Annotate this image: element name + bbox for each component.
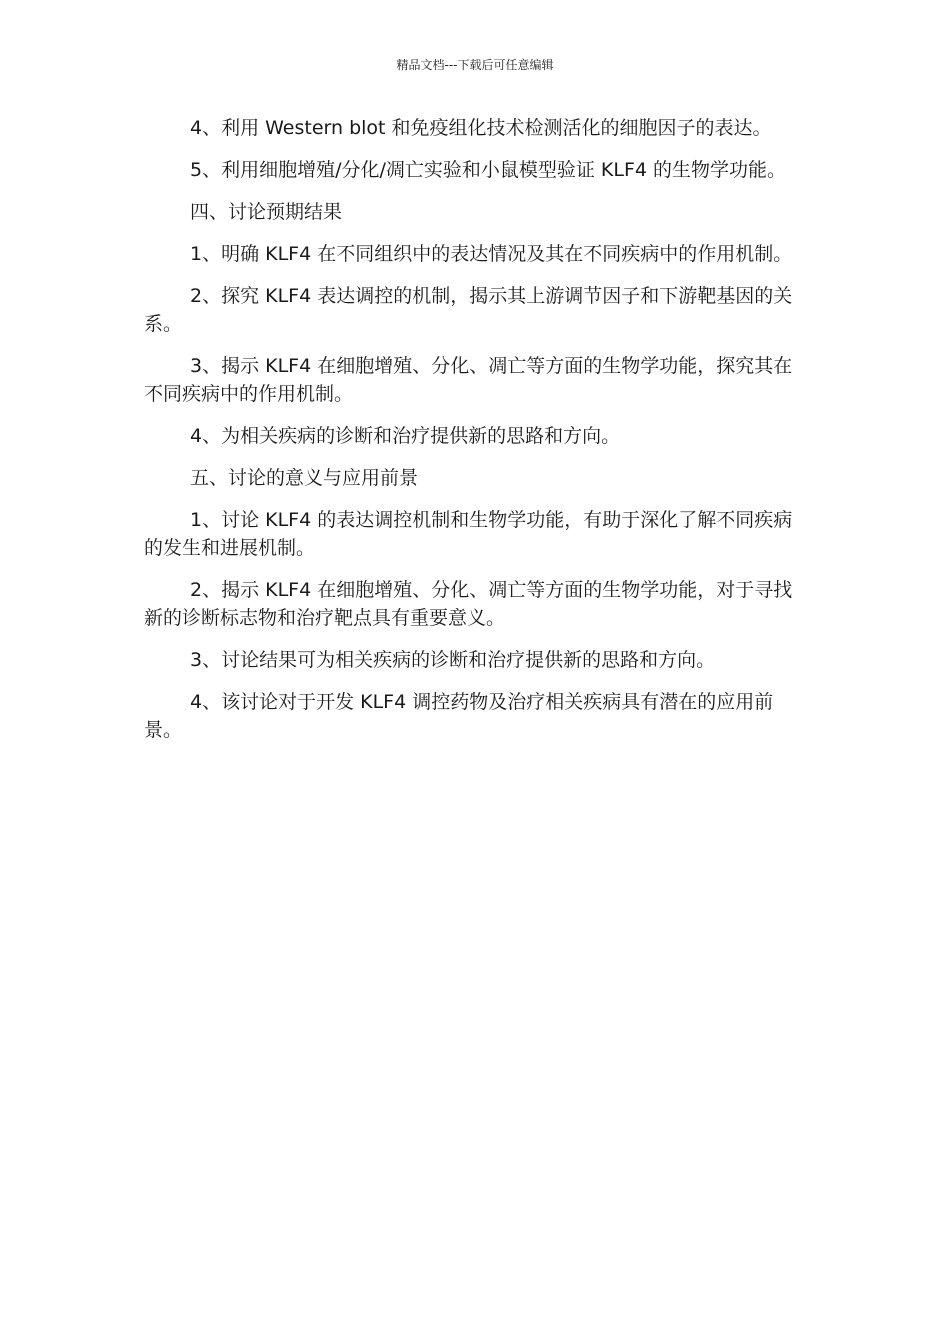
paragraph-significance-2: 2、揭示 KLF4 在细胞增殖、分化、凋亡等方面的生物学功能，对于寻找新的诊断标志物和治疗靶点具有重要意义。: [144, 579, 793, 629]
paragraph-result-2: 2、探究 KLF4 表达调控的机制，揭示其上游调节因子和下游靶基因的关系。: [144, 285, 793, 335]
paragraph-method-5: 5、利用细胞增殖/分化/凋亡实验和小鼠模型验证 KLF4 的生物学功能。: [190, 159, 787, 181]
section-heading-significance: 五、讨论的意义与应用前景: [190, 467, 419, 489]
paragraph-result-4: 4、为相关疾病的诊断和治疗提供新的思路和方向。: [190, 425, 621, 447]
paragraph-method-4: 4、利用 Western blot 和免疫组化技术检测活化的细胞因子的表达。: [190, 117, 772, 139]
section-heading-expected-results: 四、讨论预期结果: [190, 201, 343, 223]
document-body: [144, 114, 804, 758]
paragraph-significance-3: 3、讨论结果可为相关疾病的诊断和治疗提供新的思路和方向。: [190, 649, 716, 671]
page-header: 精品文档---下载后可任意编辑: [396, 58, 554, 72]
paragraph-significance-1: 1、讨论 KLF4 的表达调控机制和生物学功能，有助于深化了解不同疾病的发生和进展机制。: [144, 509, 793, 559]
paragraph-significance-4: 4、该讨论对于开发 KLF4 调控药物及治疗相关疾病具有潜在的应用前景。: [144, 691, 774, 741]
paragraph-result-3: 3、揭示 KLF4 在细胞增殖、分化、凋亡等方面的生物学功能，探究其在不同疾病中的作用机制。: [144, 355, 793, 405]
paragraph-result-1: 1、明确 KLF4 在不同组织中的表达情况及其在不同疾病中的作用机制。: [190, 243, 793, 265]
